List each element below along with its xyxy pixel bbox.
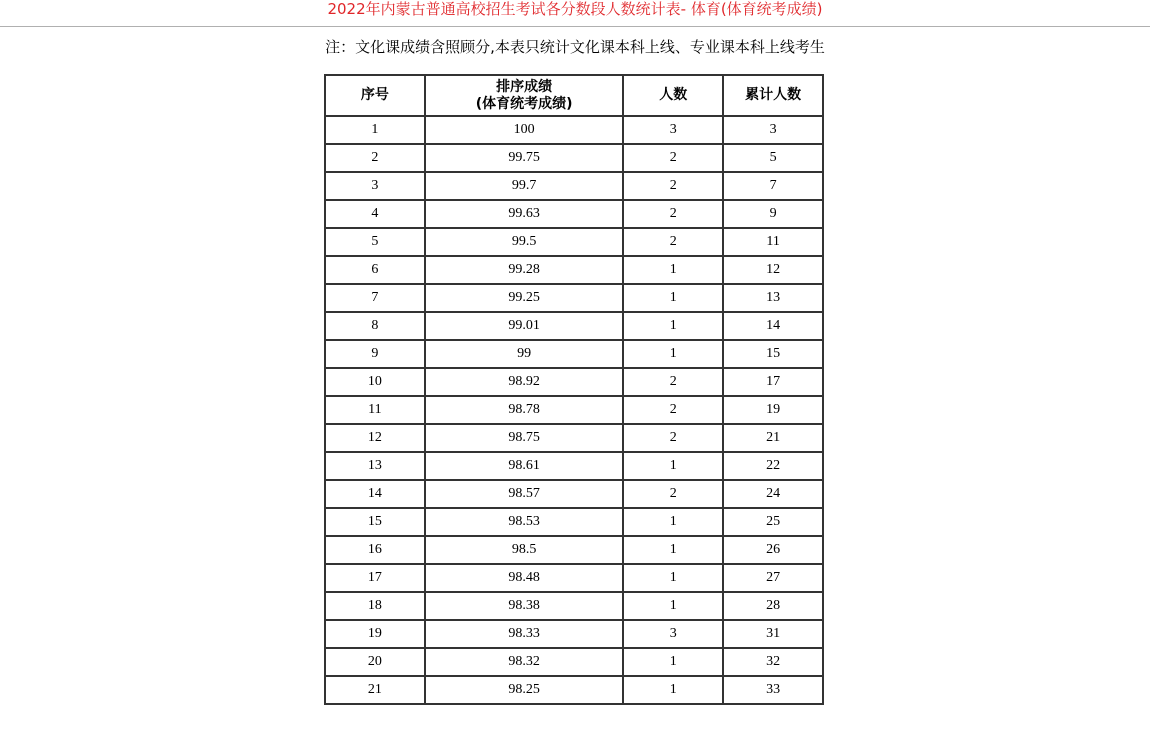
- table-row: [325, 424, 823, 452]
- cell-cumulative: 9: [723, 200, 823, 228]
- cell-score: 98.33: [425, 620, 624, 648]
- table-row: [325, 480, 823, 508]
- cell-count: 1: [623, 648, 723, 676]
- cell-score: 99: [425, 340, 624, 368]
- cell-score: 99.01: [425, 312, 624, 340]
- cell-seq: 15: [325, 508, 425, 536]
- header-score-line2: (体育统考成绩): [475, 95, 573, 112]
- cell-cumulative: 33: [723, 676, 823, 704]
- cell-count: 2: [623, 480, 723, 508]
- cell-score: 98.53: [425, 508, 624, 536]
- table-row: [325, 172, 823, 200]
- table-body: [325, 116, 823, 704]
- cell-cumulative: 14: [723, 312, 823, 340]
- cell-score: 98.78: [425, 396, 624, 424]
- cell-seq: 11: [325, 396, 425, 424]
- cell-count: 1: [623, 536, 723, 564]
- cell-score: 98.61: [425, 452, 624, 480]
- cell-count: 2: [623, 228, 723, 256]
- cell-count: 1: [623, 508, 723, 536]
- table-row: [325, 200, 823, 228]
- cell-seq: 5: [325, 228, 425, 256]
- table-row: [325, 620, 823, 648]
- table-header: [325, 75, 823, 116]
- cell-cumulative: 12: [723, 256, 823, 284]
- table-row: [325, 452, 823, 480]
- cell-seq: 18: [325, 592, 425, 620]
- header-score: [425, 75, 624, 116]
- cell-cumulative: 11: [723, 228, 823, 256]
- page-title: 2022年内蒙古普通高校招生考试各分数段人数统计表- 体育(体育统考成绩): [327, 0, 823, 18]
- table-row: [325, 228, 823, 256]
- cell-score: 98.92: [425, 368, 624, 396]
- cell-seq: 17: [325, 564, 425, 592]
- cell-score: 99.75: [425, 144, 624, 172]
- cell-score: 98.5: [425, 536, 624, 564]
- cell-cumulative: 22: [723, 452, 823, 480]
- cell-cumulative: 3: [723, 116, 823, 144]
- cell-score: 99.7: [425, 172, 624, 200]
- cell-score: 98.75: [425, 424, 624, 452]
- table-row: [325, 676, 823, 704]
- cell-score: 99.28: [425, 256, 624, 284]
- table-row: [325, 284, 823, 312]
- table-row: [325, 564, 823, 592]
- table-row: [325, 256, 823, 284]
- cell-seq: 12: [325, 424, 425, 452]
- cell-score: 100: [425, 116, 624, 144]
- cell-seq: 8: [325, 312, 425, 340]
- cell-cumulative: 27: [723, 564, 823, 592]
- table-row: [325, 508, 823, 536]
- cell-seq: 3: [325, 172, 425, 200]
- header-count: 人数: [623, 75, 723, 116]
- cell-score: 99.25: [425, 284, 624, 312]
- cell-seq: 7: [325, 284, 425, 312]
- cell-count: 2: [623, 200, 723, 228]
- cell-count: 1: [623, 592, 723, 620]
- cell-count: 1: [623, 676, 723, 704]
- table-row: [325, 340, 823, 368]
- cell-cumulative: 19: [723, 396, 823, 424]
- table-row: [325, 592, 823, 620]
- cell-cumulative: 17: [723, 368, 823, 396]
- cell-count: 2: [623, 144, 723, 172]
- cell-score: 99.63: [425, 200, 624, 228]
- table-row: [325, 648, 823, 676]
- cell-count: 3: [623, 116, 723, 144]
- cell-score: 98.25: [425, 676, 624, 704]
- cell-seq: 21: [325, 676, 425, 704]
- cell-cumulative: 25: [723, 508, 823, 536]
- score-distribution-table: [324, 74, 824, 705]
- table-row: [325, 312, 823, 340]
- table-row: [325, 116, 823, 144]
- cell-count: 1: [623, 312, 723, 340]
- cell-count: 1: [623, 452, 723, 480]
- cell-cumulative: 15: [723, 340, 823, 368]
- cell-count: 1: [623, 340, 723, 368]
- cell-score: 98.57: [425, 480, 624, 508]
- cell-score: 98.38: [425, 592, 624, 620]
- cell-count: 3: [623, 620, 723, 648]
- cell-seq: 13: [325, 452, 425, 480]
- cell-seq: 20: [325, 648, 425, 676]
- cell-count: 2: [623, 368, 723, 396]
- header-score-line1: 排序成绩: [496, 78, 553, 95]
- header-row: [325, 75, 823, 116]
- cell-seq: 9: [325, 340, 425, 368]
- cell-count: 2: [623, 424, 723, 452]
- table-row: [325, 368, 823, 396]
- cell-count: 1: [623, 256, 723, 284]
- cell-seq: 4: [325, 200, 425, 228]
- cell-cumulative: 28: [723, 592, 823, 620]
- cell-cumulative: 32: [723, 648, 823, 676]
- cell-cumulative: 31: [723, 620, 823, 648]
- header-cumulative: 累计人数: [723, 75, 823, 116]
- cell-seq: 2: [325, 144, 425, 172]
- table-row: [325, 536, 823, 564]
- cell-seq: 10: [325, 368, 425, 396]
- cell-count: 2: [623, 396, 723, 424]
- table-row: [325, 396, 823, 424]
- header-seq: 序号: [325, 75, 425, 116]
- cell-cumulative: 13: [723, 284, 823, 312]
- cell-cumulative: 26: [723, 536, 823, 564]
- cell-count: 2: [623, 172, 723, 200]
- cell-seq: 14: [325, 480, 425, 508]
- cell-score: 98.32: [425, 648, 624, 676]
- cell-cumulative: 21: [723, 424, 823, 452]
- title-divider: [0, 26, 1150, 27]
- cell-seq: 16: [325, 536, 425, 564]
- cell-seq: 19: [325, 620, 425, 648]
- cell-cumulative: 24: [723, 480, 823, 508]
- cell-cumulative: 7: [723, 172, 823, 200]
- cell-seq: 6: [325, 256, 425, 284]
- cell-score: 99.5: [425, 228, 624, 256]
- cell-count: 1: [623, 564, 723, 592]
- table-note: 注：文化课成绩含照顾分,本表只统计文化课本科上线、专业课本科上线考生: [325, 38, 825, 56]
- cell-score: 98.48: [425, 564, 624, 592]
- table-row: [325, 144, 823, 172]
- cell-cumulative: 5: [723, 144, 823, 172]
- cell-seq: 1: [325, 116, 425, 144]
- cell-count: 1: [623, 284, 723, 312]
